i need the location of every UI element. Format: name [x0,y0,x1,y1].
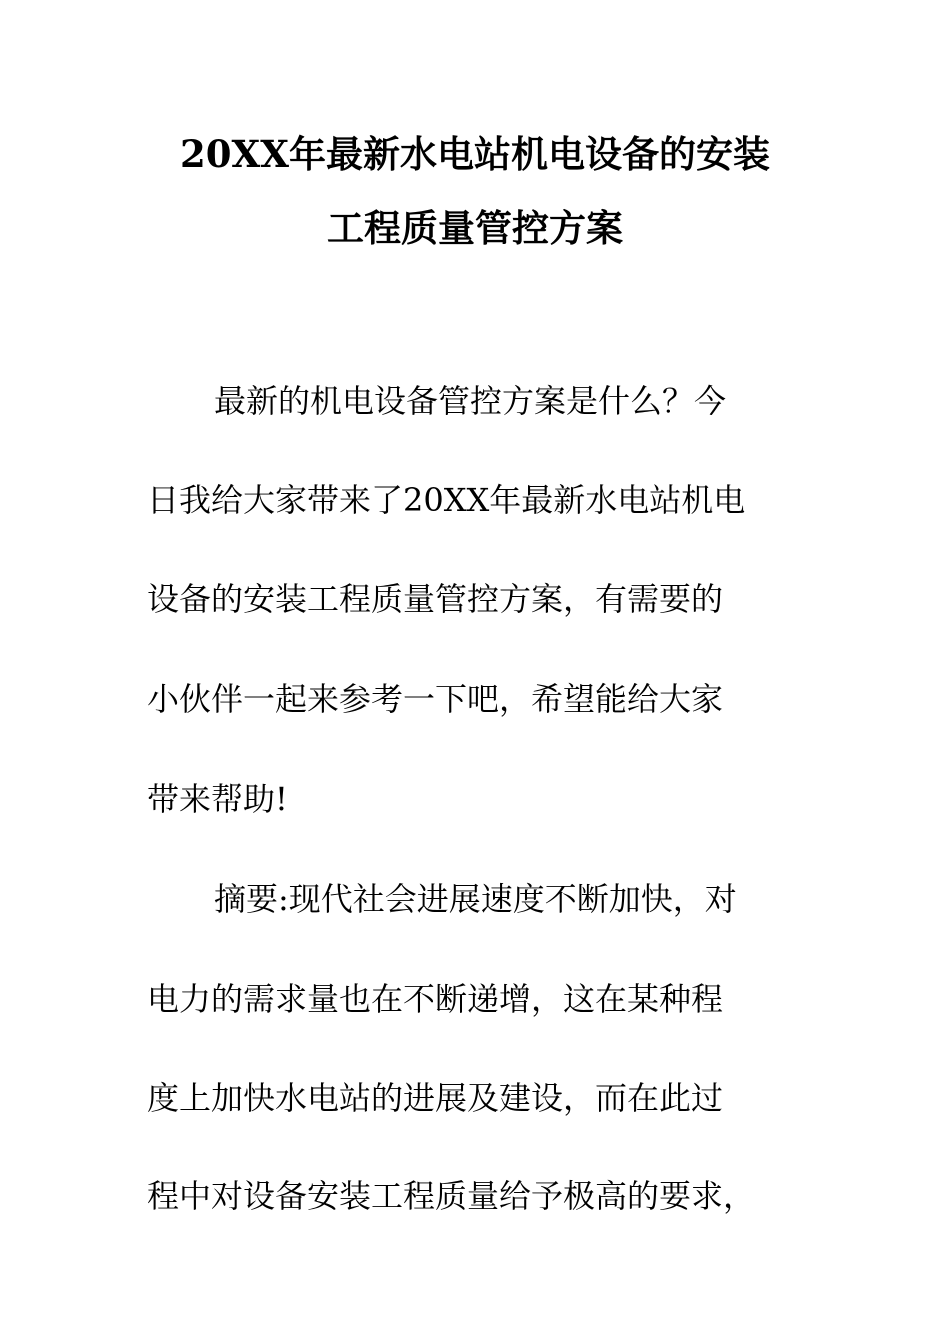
paragraph-1-line-5: 带来帮助! [147,780,288,818]
paragraph-2-line-4: 程中对设备安装工程质量给予极高的要求， [147,1177,756,1215]
paragraph-2-line-2: 电力的需求量也在不断递增，这在某种程 [147,980,724,1018]
paragraph-1-line-2: 日我给大家带来了20XX年最新水电站机电 [147,481,746,519]
paragraph-1-line-1: 最新的机电设备管控方案是什么？今 [214,382,727,420]
paragraph-1-line-4: 小伙伴一起来参考一下吧，希望能给大家 [147,680,724,718]
paragraph-2-line-1: 摘要:现代社会进展速度不断加快，对 [214,880,737,918]
paragraph-2-line-3: 度上加快水电站的进展及建设，而在此过 [147,1079,724,1117]
document-title-line-1: 20XX年最新水电站机电设备的安装 [180,132,770,176]
paragraph-1-line-3: 设备的安装工程质量管控方案，有需要的 [147,580,724,618]
document-title-line-2: 工程质量管控方案 [327,206,623,250]
